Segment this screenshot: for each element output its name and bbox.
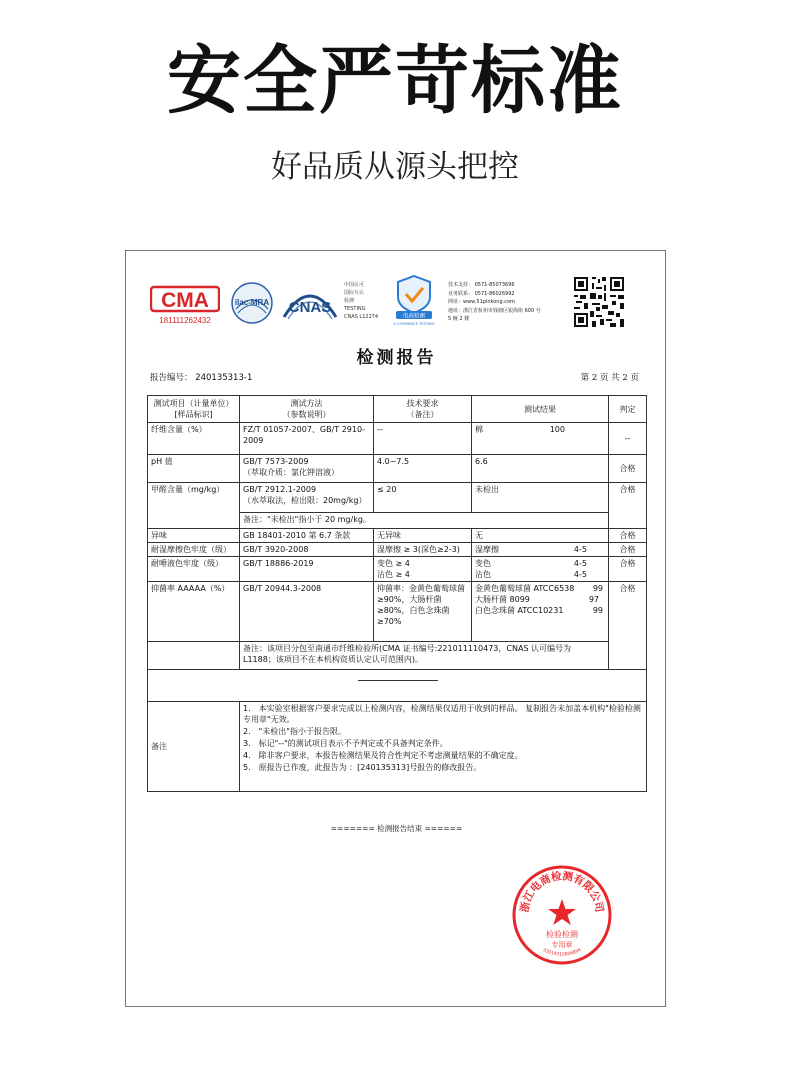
svg-text:检验检测: 检验检测 <box>546 930 578 939</box>
table-row: 耐唾液色牢度（级） GB/T 18886-2019 变色 ≥ 4 沾色 ≥ 4 变色 4-5 沾色 4-5 合格 <box>148 557 647 582</box>
headline: 安全严苛标准 <box>167 38 623 124</box>
header-requirement: 技术要求 （备注） <box>374 396 472 423</box>
divider <box>358 680 438 681</box>
qr-code-icon <box>572 275 626 329</box>
table-header-row <box>148 396 647 423</box>
table-row: 异味 GB 18401-2010 第 6.7 条款 无异味 无 合格 <box>148 529 647 543</box>
cma-logo <box>150 279 220 327</box>
svg-text:E-COMMERCE TESTING: E-COMMERCE TESTING <box>393 322 435 326</box>
contact-info: 技术支持： 0571-85073696 业务联系： 0571-86026992 网址：www.51pinkong.com 地址：浙江省杭州市钱塘区银海街 600 号 5 幢 2 楼 <box>448 282 541 322</box>
svg-text:CMA: CMA <box>161 289 209 312</box>
subline: 好品质从源头把控 <box>271 149 519 185</box>
ilac-mra-logo <box>230 279 274 327</box>
svg-text:181111262432: 181111262432 <box>159 316 211 325</box>
report-number: 报告编号： 240135313-1 <box>150 373 253 383</box>
test-report-document <box>125 250 666 1007</box>
ecommerce-testing-logo <box>386 273 442 327</box>
svg-text:ilac-MRA: ilac-MRA <box>234 298 270 307</box>
svg-text:CNAS: CNAS <box>288 299 332 316</box>
table-row: pH 值 GB/T 7573-2009 （萃取介质：氯化钾溶液） 4.0~7.5 6.6 合格 <box>148 455 647 483</box>
results-table <box>147 395 647 792</box>
table-row: 耐湿摩擦色牢度（级） GB/T 3920-2008 湿摩擦 ≥ 3(深色≥2-3) 湿摩擦 4-5 合格 <box>148 543 647 557</box>
table-row: 甲醛含量（mg/kg） GB/T 2912.1-2009 （水萃取法，检出限：20mg/kg） ≤ 20 未检出 合格 <box>148 483 647 513</box>
table-row: 纤维含量（%） FZ/T 01057-2007、GB/T 2910-2009 -- 棉 100 -- <box>148 423 647 455</box>
header-method: 测试方法 （参数说明） <box>240 396 374 423</box>
header-result: 测试结果 <box>472 396 609 423</box>
cnas-logo <box>280 279 340 327</box>
accreditation-text: 中国认可 国际互认 检测 TESTING CNAS L12274 <box>344 282 379 320</box>
svg-text:浙江电商检测有限公司: 浙江电商检测有限公司 <box>518 870 606 914</box>
table-row: 备注："未检出"指小于 20 mg/kg。 <box>148 513 647 529</box>
table-row: 抑菌率 AAAAA（%） GB/T 20944.3-2008 抑菌率：金黄色葡萄球菌≥90%，大肠杆菌≥80%，白色念珠菌≥70% 金黄色葡萄球菌 ATCC6538 99 大肠杆菌 8099 97 白色念珠菌 ATCC10231 99 合格 <box>148 582 647 642</box>
table-row <box>148 670 647 702</box>
header-judgement: 判定 <box>609 396 647 423</box>
svg-text:33019310006894: 33019310006894 <box>541 947 583 958</box>
header-item: 测试项目（计量单位） [样品标识] <box>148 396 240 423</box>
page-number: 第 2 页 共 2 页 <box>580 373 639 383</box>
svg-text:电商检测: 电商检测 <box>402 313 426 320</box>
official-seal-icon <box>510 863 614 967</box>
report-title: 检测报告 <box>356 348 437 368</box>
notes-row: 备注 1. 本实验室根据客户要求完成以上检测内容，检测结果仅适用于收到的样品。 复制报告未加盖本机构"检验检测专用章"无效。 2. "未检出"指小于报告限。 3. 标记"--"的测试项目表示不予判定或不具备判定条件。 4. 除非客户要求，本报告检测结果及符合性判定不考虑测量结果的不确定度。 5. 原报告已作废，此报告为 ：[240135313]号报告的修改报告。 <box>148 702 647 792</box>
svg-text:专用章: 专用章 <box>551 941 573 949</box>
table-row: 备注：该项目分包至南通市纤维检验所(CMA 证书编号:221011110473，CNAS 认可编号为 L1188；该项目不在本机构资质认定认可范围内)。 <box>148 642 647 670</box>
report-end-marker: ======= 检测报告结束 ====== <box>330 824 463 833</box>
